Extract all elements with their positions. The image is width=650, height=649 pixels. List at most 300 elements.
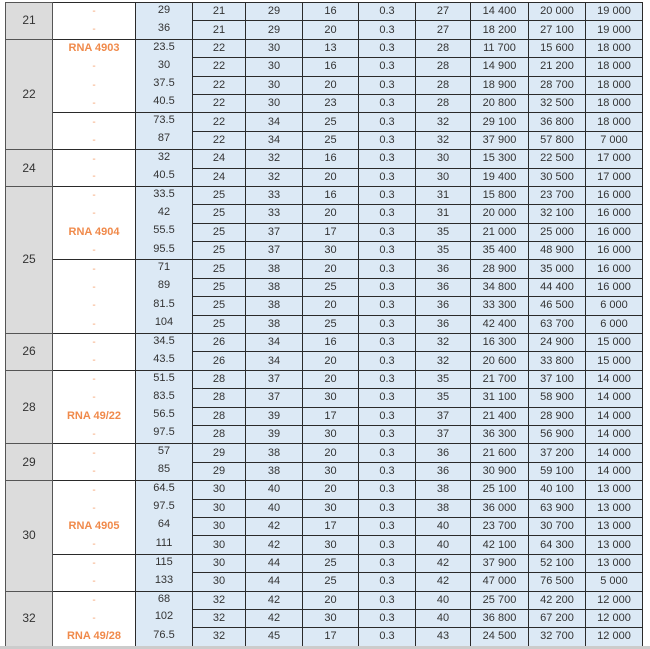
radius-r-cell: 0.3 xyxy=(359,499,416,517)
dynamic-load-cell: 25 100 xyxy=(471,481,529,499)
dynamic-load-cell: 33 300 xyxy=(471,297,529,315)
diameter-d1-cell: 31 xyxy=(416,186,471,204)
width-b-cell: 30 xyxy=(303,499,359,517)
mass-cell: 102 xyxy=(136,609,193,627)
table-row xyxy=(6,628,643,646)
bore-d-cell: 21 xyxy=(193,3,246,21)
radius-r-cell: 0.3 xyxy=(359,628,416,646)
limiting-speed-cell: 18 000 xyxy=(586,76,643,94)
outer-d-cell: 38 xyxy=(246,278,303,296)
outer-d-cell: 29 xyxy=(246,3,303,21)
mass-cell: 133 xyxy=(136,573,193,591)
designation-cell: - xyxy=(53,186,136,204)
diameter-d1-cell: 43 xyxy=(416,628,471,646)
table-row xyxy=(6,260,643,278)
designation-cell: - xyxy=(53,76,136,94)
static-load-cell: 28 700 xyxy=(529,76,586,94)
static-load-cell: 52 100 xyxy=(529,554,586,572)
table-row xyxy=(6,334,643,352)
mass-cell: 85 xyxy=(136,462,193,480)
diameter-d1-cell: 42 xyxy=(416,573,471,591)
table-row xyxy=(6,517,643,535)
designation-cell: - xyxy=(53,499,136,517)
size-group-cell: 26 xyxy=(6,334,53,371)
designation-cell: - xyxy=(53,21,136,39)
mass-cell: 87 xyxy=(136,131,193,149)
table-row xyxy=(6,481,643,499)
limiting-speed-cell: 19 000 xyxy=(586,21,643,39)
dynamic-load-cell: 25 700 xyxy=(471,591,529,609)
static-load-cell: 48 900 xyxy=(529,242,586,260)
limiting-speed-cell: 5 000 xyxy=(586,573,643,591)
mass-cell: 73.5 xyxy=(136,113,193,131)
limiting-speed-cell: 18 000 xyxy=(586,94,643,112)
table-row xyxy=(6,315,643,333)
table-body xyxy=(6,3,643,647)
width-b-cell: 16 xyxy=(303,3,359,21)
radius-r-cell: 0.3 xyxy=(359,131,416,149)
table-row xyxy=(6,407,643,425)
size-group-cell: 24 xyxy=(6,150,53,187)
diameter-d1-cell: 38 xyxy=(416,481,471,499)
diameter-d1-cell: 28 xyxy=(416,58,471,76)
designation-cell: - xyxy=(53,168,136,186)
radius-r-cell: 0.3 xyxy=(359,334,416,352)
designation-cell: - xyxy=(53,370,136,388)
dynamic-load-cell: 31 100 xyxy=(471,389,529,407)
static-load-cell: 20 000 xyxy=(529,3,586,21)
radius-r-cell: 0.3 xyxy=(359,3,416,21)
dynamic-load-cell: 36 000 xyxy=(471,499,529,517)
limiting-speed-cell: 12 000 xyxy=(586,609,643,627)
width-b-cell: 17 xyxy=(303,628,359,646)
limiting-speed-cell: 6 000 xyxy=(586,297,643,315)
mass-cell: 115 xyxy=(136,554,193,572)
table-row xyxy=(6,370,643,388)
dynamic-load-cell: 14 400 xyxy=(471,3,529,21)
radius-r-cell: 0.3 xyxy=(359,186,416,204)
radius-r-cell: 0.3 xyxy=(359,113,416,131)
outer-d-cell: 33 xyxy=(246,186,303,204)
dynamic-load-cell: 42 400 xyxy=(471,315,529,333)
radius-r-cell: 0.3 xyxy=(359,223,416,241)
limiting-speed-cell: 17 000 xyxy=(586,150,643,168)
static-load-cell: 15 600 xyxy=(529,39,586,57)
dynamic-load-cell: 21 400 xyxy=(471,407,529,425)
radius-r-cell: 0.3 xyxy=(359,462,416,480)
static-load-cell: 30 500 xyxy=(529,168,586,186)
table-row xyxy=(6,39,643,57)
dynamic-load-cell: 21 700 xyxy=(471,370,529,388)
bore-d-cell: 28 xyxy=(193,407,246,425)
outer-d-cell: 34 xyxy=(246,113,303,131)
width-b-cell: 20 xyxy=(303,481,359,499)
mass-cell: 55.5 xyxy=(136,223,193,241)
static-load-cell: 76 500 xyxy=(529,573,586,591)
table-row xyxy=(6,131,643,149)
limiting-speed-cell: 18 000 xyxy=(586,113,643,131)
width-b-cell: 25 xyxy=(303,278,359,296)
radius-r-cell: 0.3 xyxy=(359,242,416,260)
outer-d-cell: 42 xyxy=(246,591,303,609)
size-group-cell: 28 xyxy=(6,370,53,444)
width-b-cell: 16 xyxy=(303,58,359,76)
dynamic-load-cell: 21 600 xyxy=(471,444,529,462)
designation-cell: - xyxy=(53,113,136,131)
dynamic-load-cell: 28 900 xyxy=(471,260,529,278)
table-row xyxy=(6,554,643,572)
bore-d-cell: 24 xyxy=(193,168,246,186)
mass-cell: 89 xyxy=(136,278,193,296)
table-row xyxy=(6,186,643,204)
static-load-cell: 63 700 xyxy=(529,315,586,333)
diameter-d1-cell: 28 xyxy=(416,94,471,112)
outer-d-cell: 38 xyxy=(246,462,303,480)
bore-d-cell: 25 xyxy=(193,278,246,296)
outer-d-cell: 34 xyxy=(246,131,303,149)
radius-r-cell: 0.3 xyxy=(359,591,416,609)
static-load-cell: 59 100 xyxy=(529,462,586,480)
outer-d-cell: 42 xyxy=(246,517,303,535)
mass-cell: 81.5 xyxy=(136,297,193,315)
radius-r-cell: 0.3 xyxy=(359,315,416,333)
outer-d-cell: 38 xyxy=(246,444,303,462)
table-row xyxy=(6,462,643,480)
limiting-speed-cell: 16 000 xyxy=(586,186,643,204)
width-b-cell: 25 xyxy=(303,131,359,149)
mass-cell: 111 xyxy=(136,536,193,554)
designation-cell: - xyxy=(53,3,136,21)
static-load-cell: 37 200 xyxy=(529,444,586,462)
table-row xyxy=(6,573,643,591)
designation-cell: - xyxy=(53,297,136,315)
table-row xyxy=(6,94,643,112)
bore-d-cell: 32 xyxy=(193,628,246,646)
diameter-d1-cell: 40 xyxy=(416,609,471,627)
static-load-cell: 28 900 xyxy=(529,407,586,425)
diameter-d1-cell: 32 xyxy=(416,352,471,370)
bore-d-cell: 28 xyxy=(193,425,246,443)
radius-r-cell: 0.3 xyxy=(359,297,416,315)
limiting-speed-cell: 19 000 xyxy=(586,3,643,21)
outer-d-cell: 37 xyxy=(246,242,303,260)
bore-d-cell: 30 xyxy=(193,573,246,591)
designation-cell: RNA 4903 xyxy=(53,39,136,57)
width-b-cell: 20 xyxy=(303,21,359,39)
diameter-d1-cell: 32 xyxy=(416,334,471,352)
radius-r-cell: 0.3 xyxy=(359,389,416,407)
table-row xyxy=(6,223,643,241)
width-b-cell: 20 xyxy=(303,76,359,94)
diameter-d1-cell: 30 xyxy=(416,168,471,186)
mass-cell: 37.5 xyxy=(136,76,193,94)
limiting-speed-cell: 6 000 xyxy=(586,315,643,333)
table-row xyxy=(6,58,643,76)
designation-cell: - xyxy=(53,94,136,112)
diameter-d1-cell: 36 xyxy=(416,297,471,315)
bore-d-cell: 25 xyxy=(193,205,246,223)
table-row xyxy=(6,278,643,296)
bore-d-cell: 29 xyxy=(193,462,246,480)
mass-cell: 40.5 xyxy=(136,168,193,186)
dynamic-load-cell: 37 900 xyxy=(471,131,529,149)
radius-r-cell: 0.3 xyxy=(359,609,416,627)
width-b-cell: 17 xyxy=(303,517,359,535)
mass-cell: 57 xyxy=(136,444,193,462)
static-load-cell: 35 000 xyxy=(529,260,586,278)
bore-d-cell: 25 xyxy=(193,260,246,278)
limiting-speed-cell: 16 000 xyxy=(586,278,643,296)
limiting-speed-cell: 14 000 xyxy=(586,425,643,443)
radius-r-cell: 0.3 xyxy=(359,58,416,76)
outer-d-cell: 30 xyxy=(246,39,303,57)
table-row xyxy=(6,609,643,627)
table-row xyxy=(6,168,643,186)
dynamic-load-cell: 18 900 xyxy=(471,76,529,94)
outer-d-cell: 37 xyxy=(246,223,303,241)
bore-d-cell: 30 xyxy=(193,481,246,499)
width-b-cell: 20 xyxy=(303,591,359,609)
designation-cell: - xyxy=(53,242,136,260)
radius-r-cell: 0.3 xyxy=(359,21,416,39)
designation-cell: - xyxy=(53,481,136,499)
limiting-speed-cell: 16 000 xyxy=(586,260,643,278)
static-load-cell: 42 200 xyxy=(529,591,586,609)
designation-cell: - xyxy=(53,58,136,76)
mass-cell: 29 xyxy=(136,3,193,21)
size-group-cell: 32 xyxy=(6,591,53,646)
width-b-cell: 25 xyxy=(303,113,359,131)
diameter-d1-cell: 36 xyxy=(416,260,471,278)
diameter-d1-cell: 35 xyxy=(416,223,471,241)
diameter-d1-cell: 35 xyxy=(416,389,471,407)
mass-cell: 95.5 xyxy=(136,242,193,260)
static-load-cell: 40 100 xyxy=(529,481,586,499)
dynamic-load-cell: 37 900 xyxy=(471,554,529,572)
outer-d-cell: 34 xyxy=(246,334,303,352)
width-b-cell: 25 xyxy=(303,315,359,333)
designation-cell: - xyxy=(53,205,136,223)
radius-r-cell: 0.3 xyxy=(359,260,416,278)
width-b-cell: 20 xyxy=(303,352,359,370)
bore-d-cell: 30 xyxy=(193,499,246,517)
bore-d-cell: 25 xyxy=(193,242,246,260)
static-load-cell: 33 800 xyxy=(529,352,586,370)
limiting-speed-cell: 16 000 xyxy=(586,205,643,223)
bore-d-cell: 32 xyxy=(193,609,246,627)
table-row xyxy=(6,205,643,223)
limiting-speed-cell: 14 000 xyxy=(586,407,643,425)
static-load-cell: 58 900 xyxy=(529,389,586,407)
width-b-cell: 30 xyxy=(303,389,359,407)
width-b-cell: 20 xyxy=(303,370,359,388)
mass-cell: 83.5 xyxy=(136,389,193,407)
width-b-cell: 23 xyxy=(303,94,359,112)
static-load-cell: 57 800 xyxy=(529,131,586,149)
outer-d-cell: 30 xyxy=(246,58,303,76)
designation-cell: - xyxy=(53,573,136,591)
mass-cell: 68 xyxy=(136,591,193,609)
mass-cell: 97.5 xyxy=(136,425,193,443)
width-b-cell: 13 xyxy=(303,39,359,57)
dynamic-load-cell: 11 700 xyxy=(471,39,529,57)
outer-d-cell: 40 xyxy=(246,481,303,499)
dynamic-load-cell: 47 000 xyxy=(471,573,529,591)
outer-d-cell: 32 xyxy=(246,168,303,186)
limiting-speed-cell: 13 000 xyxy=(586,554,643,572)
outer-d-cell: 38 xyxy=(246,260,303,278)
size-group-cell: 21 xyxy=(6,3,53,40)
bore-d-cell: 28 xyxy=(193,389,246,407)
static-load-cell: 23 700 xyxy=(529,186,586,204)
outer-d-cell: 42 xyxy=(246,609,303,627)
designation-cell: - xyxy=(53,352,136,370)
diameter-d1-cell: 27 xyxy=(416,21,471,39)
outer-d-cell: 44 xyxy=(246,554,303,572)
dynamic-load-cell: 36 300 xyxy=(471,425,529,443)
width-b-cell: 20 xyxy=(303,168,359,186)
size-group-cell: 25 xyxy=(6,186,53,333)
radius-r-cell: 0.3 xyxy=(359,352,416,370)
diameter-d1-cell: 42 xyxy=(416,554,471,572)
mass-cell: 40.5 xyxy=(136,94,193,112)
static-load-cell: 25 000 xyxy=(529,223,586,241)
diameter-d1-cell: 32 xyxy=(416,131,471,149)
designation-cell: - xyxy=(53,425,136,443)
designation-cell: - xyxy=(53,444,136,462)
designation-cell: RNA 49/22 xyxy=(53,407,136,425)
diameter-d1-cell: 27 xyxy=(416,3,471,21)
dynamic-load-cell: 20 800 xyxy=(471,94,529,112)
limiting-speed-cell: 13 000 xyxy=(586,536,643,554)
mass-cell: 30 xyxy=(136,58,193,76)
static-load-cell: 37 100 xyxy=(529,370,586,388)
outer-d-cell: 38 xyxy=(246,315,303,333)
mass-cell: 51.5 xyxy=(136,370,193,388)
dynamic-load-cell: 34 800 xyxy=(471,278,529,296)
static-load-cell: 56 900 xyxy=(529,425,586,443)
designation-cell: - xyxy=(53,462,136,480)
bore-d-cell: 30 xyxy=(193,517,246,535)
radius-r-cell: 0.3 xyxy=(359,94,416,112)
mass-cell: 23.5 xyxy=(136,39,193,57)
outer-d-cell: 34 xyxy=(246,352,303,370)
width-b-cell: 20 xyxy=(303,205,359,223)
width-b-cell: 20 xyxy=(303,260,359,278)
static-load-cell: 46 500 xyxy=(529,297,586,315)
outer-d-cell: 39 xyxy=(246,407,303,425)
designation-cell: - xyxy=(53,334,136,352)
diameter-d1-cell: 30 xyxy=(416,150,471,168)
static-load-cell: 44 400 xyxy=(529,278,586,296)
limiting-speed-cell: 13 000 xyxy=(586,499,643,517)
diameter-d1-cell: 35 xyxy=(416,370,471,388)
radius-r-cell: 0.3 xyxy=(359,444,416,462)
table-row xyxy=(6,444,643,462)
outer-d-cell: 29 xyxy=(246,21,303,39)
mass-cell: 64 xyxy=(136,517,193,535)
bore-d-cell: 24 xyxy=(193,150,246,168)
limiting-speed-cell: 17 000 xyxy=(586,168,643,186)
bearing-spec-table xyxy=(5,2,643,647)
outer-d-cell: 32 xyxy=(246,150,303,168)
designation-cell: - xyxy=(53,389,136,407)
bore-d-cell: 28 xyxy=(193,370,246,388)
radius-r-cell: 0.3 xyxy=(359,481,416,499)
diameter-d1-cell: 36 xyxy=(416,462,471,480)
diameter-d1-cell: 31 xyxy=(416,205,471,223)
diameter-d1-cell: 36 xyxy=(416,278,471,296)
limiting-speed-cell: 16 000 xyxy=(586,242,643,260)
table-row xyxy=(6,150,643,168)
bore-d-cell: 21 xyxy=(193,21,246,39)
table-row xyxy=(6,21,643,39)
outer-d-cell: 45 xyxy=(246,628,303,646)
width-b-cell: 30 xyxy=(303,536,359,554)
width-b-cell: 20 xyxy=(303,444,359,462)
bore-d-cell: 30 xyxy=(193,536,246,554)
static-load-cell: 24 900 xyxy=(529,334,586,352)
mass-cell: 42 xyxy=(136,205,193,223)
mass-cell: 56.5 xyxy=(136,407,193,425)
limiting-speed-cell: 18 000 xyxy=(586,58,643,76)
table-row xyxy=(6,591,643,609)
designation-cell: - xyxy=(53,150,136,168)
limiting-speed-cell: 7 000 xyxy=(586,131,643,149)
limiting-speed-cell: 12 000 xyxy=(586,591,643,609)
table-row xyxy=(6,242,643,260)
size-group-cell: 29 xyxy=(6,444,53,481)
diameter-d1-cell: 28 xyxy=(416,76,471,94)
table-row xyxy=(6,297,643,315)
mass-cell: 32 xyxy=(136,150,193,168)
designation-cell: RNA 4904 xyxy=(53,223,136,241)
designation-cell: - xyxy=(53,609,136,627)
dynamic-load-cell: 23 700 xyxy=(471,517,529,535)
mass-cell: 97.5 xyxy=(136,499,193,517)
table-row xyxy=(6,536,643,554)
static-load-cell: 67 200 xyxy=(529,609,586,627)
bore-d-cell: 22 xyxy=(193,131,246,149)
dynamic-load-cell: 24 500 xyxy=(471,628,529,646)
radius-r-cell: 0.3 xyxy=(359,168,416,186)
dynamic-load-cell: 29 100 xyxy=(471,113,529,131)
mass-cell: 64.5 xyxy=(136,481,193,499)
bore-d-cell: 25 xyxy=(193,186,246,204)
static-load-cell: 30 700 xyxy=(529,517,586,535)
outer-d-cell: 42 xyxy=(246,536,303,554)
designation-cell: - xyxy=(53,278,136,296)
bore-d-cell: 22 xyxy=(193,58,246,76)
dynamic-load-cell: 30 900 xyxy=(471,462,529,480)
width-b-cell: 30 xyxy=(303,242,359,260)
limiting-speed-cell: 14 000 xyxy=(586,462,643,480)
outer-d-cell: 44 xyxy=(246,573,303,591)
size-group-cell: 30 xyxy=(6,481,53,591)
dynamic-load-cell: 21 000 xyxy=(471,223,529,241)
outer-d-cell: 30 xyxy=(246,76,303,94)
limiting-speed-cell: 14 000 xyxy=(586,389,643,407)
designation-cell: - xyxy=(53,554,136,572)
radius-r-cell: 0.3 xyxy=(359,278,416,296)
designation-cell: - xyxy=(53,315,136,333)
bore-d-cell: 29 xyxy=(193,444,246,462)
diameter-d1-cell: 35 xyxy=(416,242,471,260)
width-b-cell: 16 xyxy=(303,334,359,352)
dynamic-load-cell: 15 300 xyxy=(471,150,529,168)
outer-d-cell: 38 xyxy=(246,297,303,315)
dynamic-load-cell: 35 400 xyxy=(471,242,529,260)
